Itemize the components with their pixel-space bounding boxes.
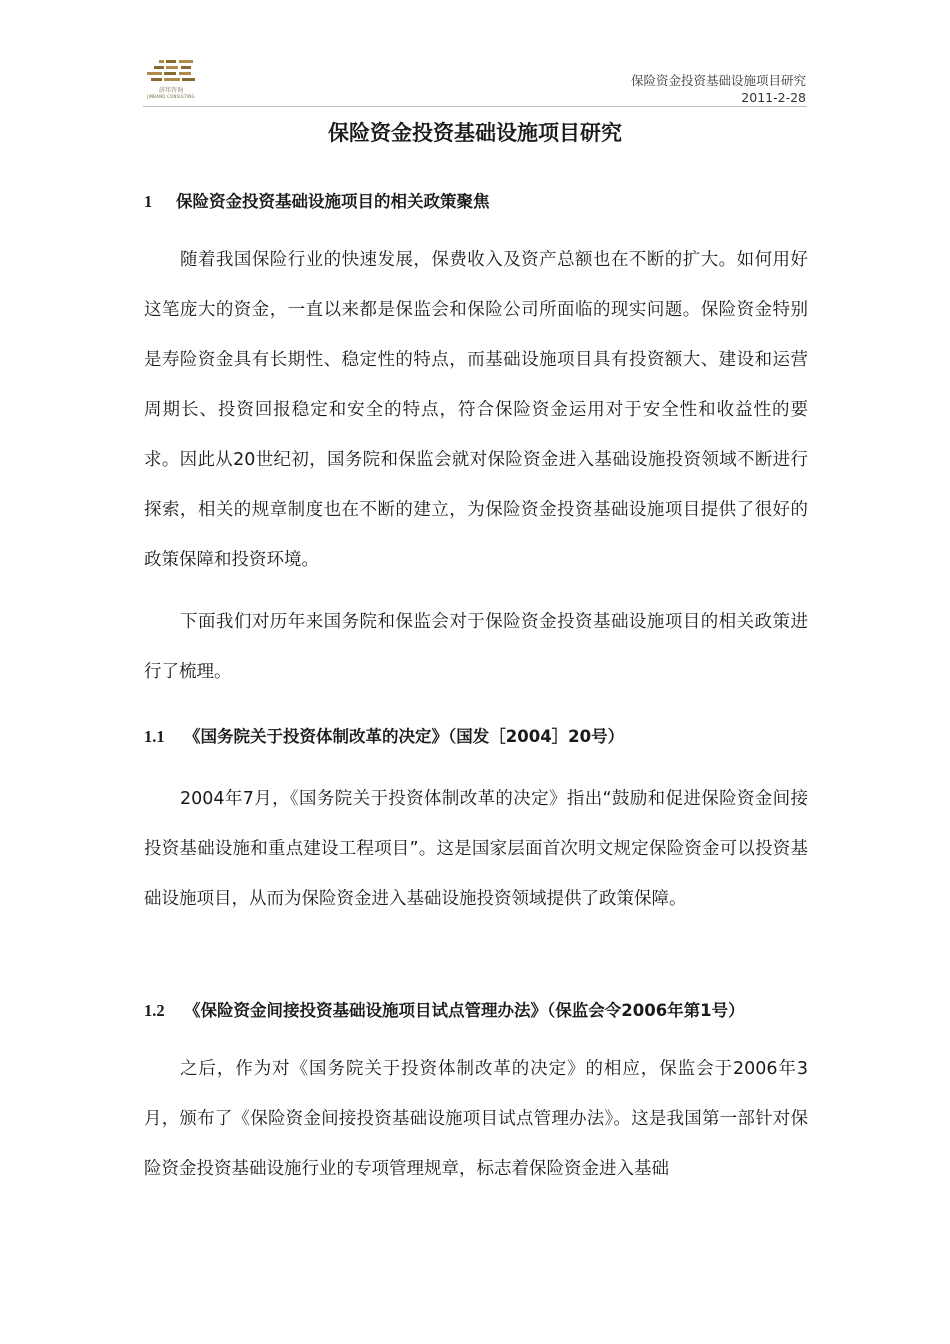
paragraph: 下面我们对历年来国务院和保监会对于保险资金投资基础设施项目的相关政策进行了梳理。: [144, 612, 808, 682]
section-number: 1: [144, 192, 153, 211]
paragraph: 随着我国保险行业的快速发展，保费收入及资产总额也在不断的扩大。如何用好这笔庞大的资金，一直以来都是保监会和保险公司所面临的现实问题。保险资金特别是寿险资金具有长期性、稳定性的特点，而基础设施项目具有投资额大、建设和运营周期长、投资回报稳定和安全的特点，符合保险资金运用对于安全性和收益性的要求。因此从20世纪初，国务院和保监会就对保险资金进入基础设施投资领域不断进行探索，相关的规章制度也在不断的建立，为保险资金投资基础设施项目提供了很好的政策保障和投资环境。: [144, 250, 808, 570]
header-doc-label: 保险资金投资基础设施项目研究: [630, 73, 806, 88]
section-heading-1-1: [144, 724, 624, 750]
section-heading-text: 《国务院关于投资体制改革的决定》（国发［2004］20号）: [184, 727, 625, 746]
logo-caption: 济邦咨询: [158, 87, 183, 94]
section-number: 1.2: [144, 1001, 165, 1020]
paragraph: 2004年7月，《国务院关于投资体制改革的决定》指出“鼓励和促进保险资金间接投资基础设施和重点建设工程项目”。这是国家层面首次明文规定保险资金可以投资基础设施项目，从而为保险资金进入基础设施投资领域提供了政策保障。: [144, 789, 808, 909]
section-number: 1.1: [144, 727, 165, 746]
running-header: [631, 72, 806, 106]
paragraph: 之后，作为对《国务院关于投资体制改革的决定》的相应，保监会于2006年3月，颁布了《保险资金间接投资基础设施项目试点管理办法》。这是我国第一部针对保险资金投资基础设施行业的专项管理规章，标志着保险资金进入基础: [144, 1059, 808, 1179]
logo-mark-icon: [145, 58, 197, 86]
logo-subcaption: JINBAND CONSULTING: [147, 94, 195, 99]
section-heading-text: 《保险资金间接投资基础设施项目试点管理办法》（保监会令2006年第1号）: [184, 1001, 745, 1020]
company-logo: [145, 58, 197, 102]
header-date: 2011-2-28: [741, 90, 806, 105]
section-heading-1-2: [144, 998, 745, 1024]
document-title: 保险资金投资基础设施项目研究: [328, 121, 622, 145]
section-heading-text: 保险资金投资基础设施项目的相关政策聚焦: [176, 192, 490, 211]
header-divider: [143, 106, 807, 107]
section-heading-1: [144, 189, 490, 215]
